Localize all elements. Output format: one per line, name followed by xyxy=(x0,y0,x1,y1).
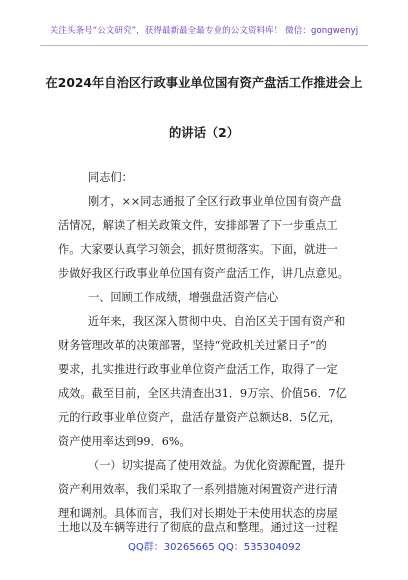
body-line: 元的行政事业单位资产，盘活存量资产总额达8．5亿元， xyxy=(58,411,341,424)
footer-qq-group: QQ群：30265665 xyxy=(128,542,215,553)
body-line: 土地以及车辆等进行了彻底的盘点和整理。通过这一过程 xyxy=(58,521,338,534)
body-line: 理和调剂。具体而言，我们对长期处于未使用状态的房屋 xyxy=(58,507,338,520)
salutation: 同志们： xyxy=(88,171,133,184)
subsection-line: （一）切实提高了使用效益。为优化资源配置，提升 xyxy=(88,459,346,472)
document-title-line-2: 的讲话（2） xyxy=(168,126,240,140)
body-line: 步做好我区行政事业单位国有资产盘活工作，讲几点意见。 xyxy=(58,267,349,280)
header-divider xyxy=(40,45,368,46)
body-line: 要求，扎实推进行政事业单位资产盘活工作，取得了一定 xyxy=(58,363,338,376)
section-heading: 一、回顾工作成绩，增强盘活资产信心 xyxy=(88,291,279,304)
body-line: 成效。截至目前，全区共清查出31．9万宗、价值56．7亿 xyxy=(58,387,347,400)
footer-qq-number: QQ：535304092 xyxy=(218,542,302,553)
body-line: 财务管理改革的决策部署，坚持“党政机关过紧日子”的 xyxy=(58,339,327,352)
header-watermark-note: 关注头条号“公文研究”，获得最新最全最专业的公文资料库！ 微信：gongwenyj xyxy=(49,26,359,36)
document-title-line-1: 在2024年自治区行政事业单位国有资产盘活工作推进会上 xyxy=(45,76,363,90)
body-line: 资产使用率达到99．6%。 xyxy=(58,435,191,448)
body-line: 资产利用效率，我们采取了一系列措施对闲置资产进行清 xyxy=(58,483,338,496)
body-line: 近年来，我区深入贯彻中央、自治区关于国有资产和 xyxy=(88,315,346,328)
body-line: 作。大家要认真学习领会，抓好贯彻落实。下面，就进一 xyxy=(58,243,338,256)
body-line: 活情况，解读了相关政策文件，安排部署了下一步重点工 xyxy=(58,219,338,232)
body-line: 刚才，××同志通报了全区行政事业单位国有资产盘 xyxy=(88,195,342,208)
